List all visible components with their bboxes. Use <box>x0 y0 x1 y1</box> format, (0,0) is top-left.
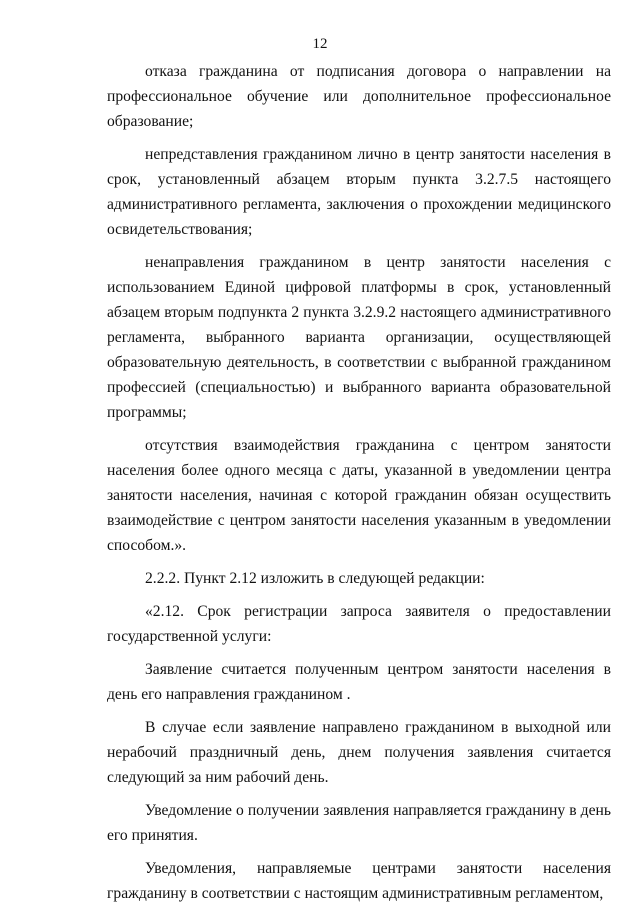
paragraph: непредставления гражданином лично в центр занятости населения в срок, установленный абзацем вторым пункта 3.2.7.5 настоящего административного регламента, заключения о прохождении медицинского освидетельствования; <box>107 146 611 238</box>
paragraph: 2.2.2. Пункт 2.12 изложить в следующей редакции: <box>145 570 485 587</box>
page-body <box>107 59 611 914</box>
paragraph: Заявление считается полученным центром занятости населения в день его направления гражданином . <box>107 661 611 703</box>
paragraph: ненаправления гражданином в центр занятости населения с использованием Единой цифровой платформы в срок, установленный абзацем вторым подпункта 2 пункта 3.2.9.2 настоящего административного регламента, выбранного варианта организации, осуществляющей образовательную деятельность, в соответствии с выбранной гражданином профессией (специальностью) и выбранного варианта образовательной программы; <box>107 254 611 421</box>
page-number: 12 <box>312 36 328 52</box>
paragraph: Уведомление о получении заявления направляется гражданину в день его принятия. <box>107 802 611 844</box>
paragraph: В случае если заявление направлено гражданином в выходной или нерабочий праздничный день, днем получения заявления считается следующий за ним рабочий день. <box>107 719 611 786</box>
paragraph: Уведомления, направляемые центрами занятости населения гражданину в соответствии с настоящим административным регламентом, <box>107 860 611 902</box>
paragraph: отсутствия взаимодействия гражданина с центром занятости населения более одного месяца с даты, указанной в уведомлении центра занятости населения, начиная с которой гражданин обязан осуществить взаимодействие с центром занятости населения указанным в уведомлении способом.». <box>107 437 611 554</box>
paragraph: отказа гражданина от подписания договора о направлении на профессиональное обучение или дополнительное профессиональное образование; <box>107 63 611 130</box>
paragraph: «2.12. Срок регистрации запроса заявителя о предоставлении государственной услуги: <box>107 603 611 645</box>
